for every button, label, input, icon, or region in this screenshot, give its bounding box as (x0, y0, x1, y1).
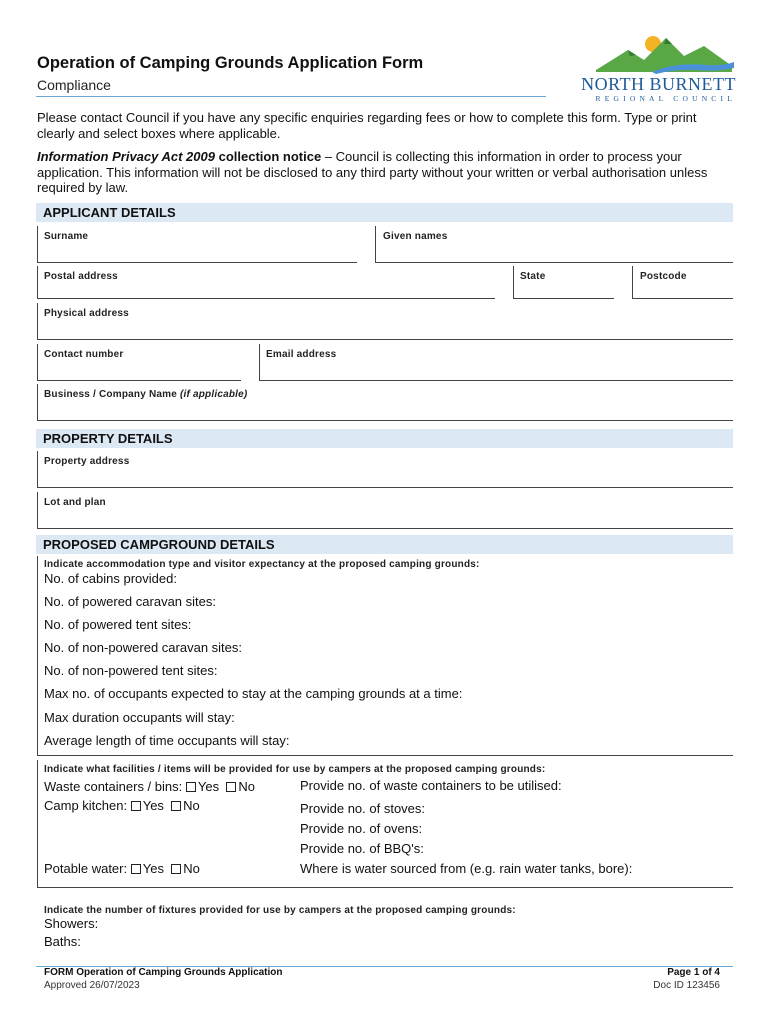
email-address-label: Email address (266, 349, 337, 360)
business-name-field[interactable] (37, 420, 733, 421)
field-border (37, 451, 38, 488)
privacy-notice (37, 149, 737, 196)
potable-water-label: Potable water: (44, 861, 128, 876)
yes-label: Yes (142, 798, 164, 813)
campground-section-header (36, 535, 733, 554)
business-name-text: Business / Company Name (44, 389, 177, 400)
kitchen-yes-checkbox[interactable] (131, 801, 141, 811)
waste-yes-checkbox[interactable] (186, 782, 196, 792)
privacy-notice-title: collection notice (218, 149, 322, 164)
no-label: No (238, 779, 255, 794)
property-heading: PROPERTY DETAILS (43, 431, 173, 446)
field-border (37, 344, 38, 381)
intro-paragraph: Please contact Council if you have any specific enquiries regarding fees or how to complete this form. Type or print clearly and select boxes where applicable. (37, 110, 697, 141)
email-address-field[interactable] (259, 380, 733, 381)
bbqs-question: Provide no. of BBQ's: (300, 841, 424, 856)
lot-plan-label: Lot and plan (44, 497, 106, 508)
yes-label: Yes (197, 779, 220, 794)
water-source-question: Where is water sourced from (e.g. rain water tanks, bore): (300, 861, 633, 876)
property-section-header (36, 429, 733, 448)
state-field[interactable] (513, 298, 614, 299)
footer-form-name: FORM Operation of Camping Grounds Application (44, 967, 283, 978)
applicant-section-header (36, 203, 733, 222)
lot-plan-field[interactable] (37, 528, 733, 529)
privacy-text: – Council is collecting this information in order to process your application. This information will not be disclosed to any third party without your written or verbal authorisation unless required by law. (37, 149, 708, 195)
camp-kitchen-row (44, 798, 200, 813)
camp-kitchen-label: Camp kitchen: (44, 798, 128, 813)
surname-field[interactable] (37, 262, 357, 263)
water-no-checkbox[interactable] (171, 864, 181, 874)
no-label: No (183, 798, 200, 813)
field-border (37, 226, 38, 263)
baths-question: Baths: (44, 934, 81, 949)
field-border (259, 344, 260, 381)
logo-subname: REGIONAL COUNCIL (595, 94, 736, 103)
state-label: State (520, 271, 546, 282)
footer-page-number: Page 1 of 4 (667, 967, 720, 978)
field-border (513, 266, 514, 299)
ovens-question: Provide no. of ovens: (300, 821, 423, 836)
property-address-label: Property address (44, 456, 130, 467)
physical-address-field[interactable] (37, 339, 733, 340)
footer-doc-id: Doc ID 123456 (653, 980, 720, 991)
fixtures-intro: Indicate the number of fixtures provided for use by campers at the proposed camping grounds: (44, 905, 516, 916)
stoves-question: Provide no. of stoves: (300, 801, 426, 816)
postcode-field[interactable] (632, 298, 733, 299)
field-border (37, 760, 38, 888)
postcode-label: Postcode (640, 271, 687, 282)
question-max-occupants: Max no. of occupants expected to stay at the camping grounds at a time: (44, 686, 463, 701)
field-border (37, 303, 38, 340)
postal-address-label: Postal address (44, 271, 118, 282)
council-logo (556, 32, 736, 106)
waste-containers-label: Waste containers / bins: (44, 779, 183, 794)
given-names-field[interactable] (375, 262, 733, 263)
property-address-field[interactable] (37, 487, 733, 488)
yes-label: Yes (142, 861, 164, 876)
question-max-duration: Max duration occupants will stay: (44, 710, 235, 725)
physical-address-label: Physical address (44, 308, 129, 319)
question-powered-tent: No. of powered tent sites: (44, 617, 192, 632)
potable-water-row (44, 861, 200, 876)
campground-heading: PROPOSED CAMPGROUND DETAILS (43, 537, 275, 552)
question-nonpowered-tent: No. of non-powered tent sites: (44, 663, 218, 678)
water-yes-checkbox[interactable] (131, 864, 141, 874)
question-cabins: No. of cabins provided: (44, 571, 177, 586)
question-average-length: Average length of time occupants will stay: (44, 733, 290, 748)
question-powered-caravan: No. of powered caravan sites: (44, 594, 216, 609)
no-label: No (183, 861, 200, 876)
privacy-act-title: Information Privacy Act 2009 (37, 149, 215, 164)
given-names-label: Given names (383, 231, 448, 242)
applicant-heading: APPLICANT DETAILS (43, 205, 176, 220)
logo-name: NORTH BURNETT (581, 74, 736, 94)
kitchen-no-checkbox[interactable] (171, 801, 181, 811)
footer-approved: Approved 26/07/2023 (44, 980, 140, 991)
accommodation-bottom-rule (37, 755, 733, 756)
form-subtitle: Compliance (37, 77, 111, 93)
title-divider (36, 96, 546, 97)
waste-no-checkbox[interactable] (226, 782, 236, 792)
postal-address-field[interactable] (37, 298, 495, 299)
field-border (375, 226, 376, 263)
contact-number-field[interactable] (37, 380, 241, 381)
field-border (37, 556, 38, 756)
showers-question: Showers: (44, 916, 99, 931)
business-name-label (44, 389, 247, 400)
contact-number-label: Contact number (44, 349, 124, 360)
facilities-intro: Indicate what facilities / items will be provided for use by campers at the proposed camping grounds: (44, 764, 546, 775)
waste-containers-row (44, 779, 255, 794)
business-name-suffix: (if applicable) (179, 389, 248, 400)
form-title: Operation of Camping Grounds Application Form (37, 54, 424, 72)
accommodation-intro: Indicate accommodation type and visitor expectancy at the proposed camping grounds: (44, 559, 480, 570)
field-border (37, 266, 38, 299)
field-border (37, 384, 38, 421)
field-border (632, 266, 633, 299)
facilities-bottom-rule (37, 887, 733, 888)
field-border (37, 492, 38, 529)
waste-count-question: Provide no. of waste containers to be utilised: (300, 778, 562, 793)
surname-label: Surname (44, 231, 89, 242)
question-nonpowered-caravan: No. of non-powered caravan sites: (44, 640, 242, 655)
